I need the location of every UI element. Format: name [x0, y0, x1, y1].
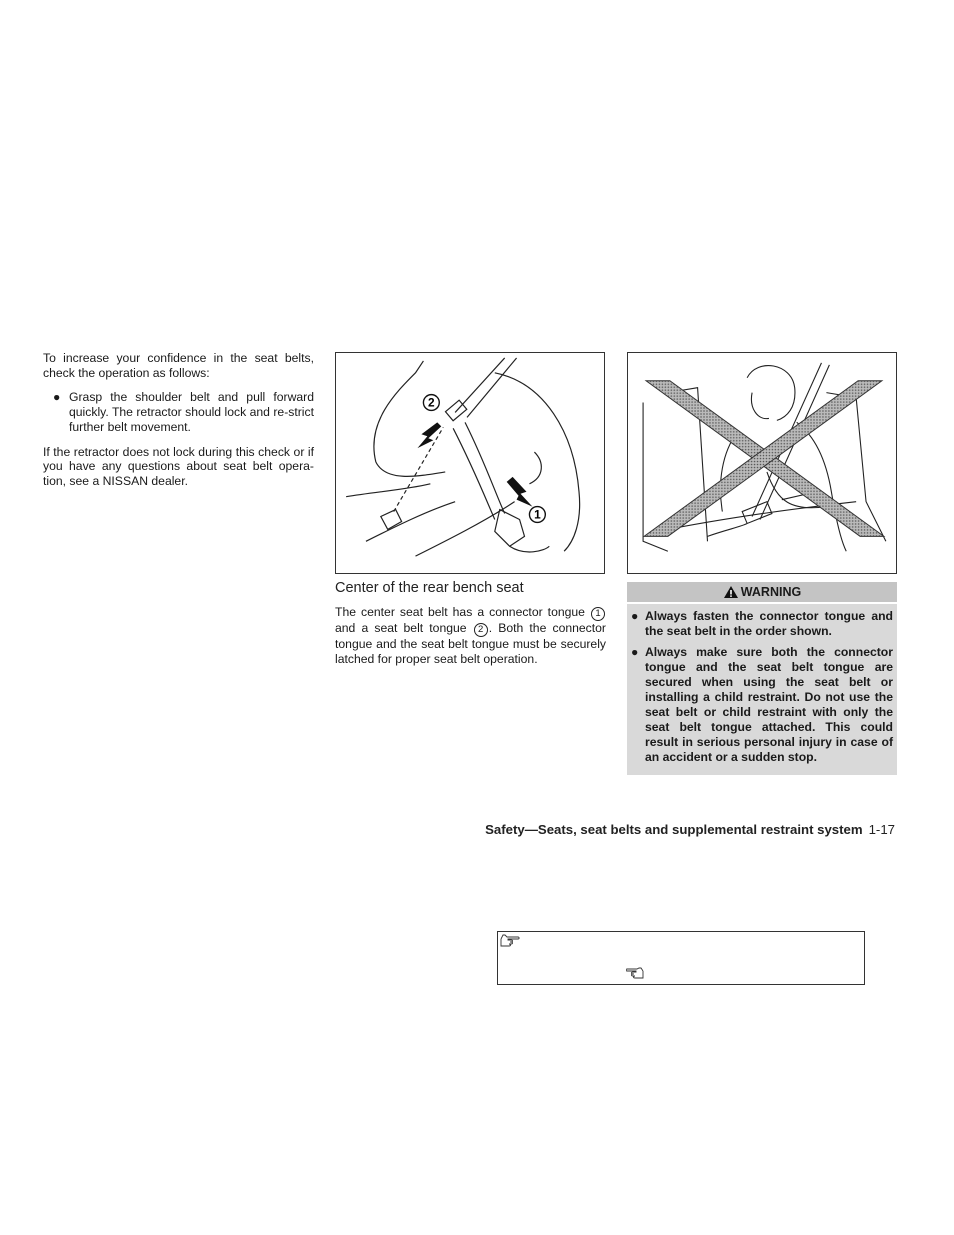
warning-title: WARNING: [740, 585, 802, 599]
page-number: 1-17: [868, 822, 895, 837]
callout-1: 1: [534, 507, 541, 522]
intro-paragraph: To increase your confidence in the seat belts, check the operation as follows:: [43, 351, 314, 380]
warning-box: [627, 582, 897, 775]
list-item: [627, 609, 897, 639]
bullet-dot: ●: [631, 609, 639, 623]
bullet-text: Grasp the shoulder belt and pull forward quickly. The retractor should lock and re-strict further belt movement.: [69, 390, 314, 434]
circled-number-2: 2: [474, 623, 488, 637]
section-paragraph: [335, 605, 606, 666]
page-footer: [485, 822, 895, 837]
circled-number-1: 1: [591, 607, 605, 621]
belt-tongues-illustration: [336, 353, 604, 573]
middle-column: [335, 605, 606, 666]
list-item: [627, 645, 897, 769]
left-column: [43, 351, 314, 489]
bullet-dot: ●: [631, 645, 639, 659]
section-text-b: and a seat belt tongue: [335, 621, 467, 635]
section-text-a: The center seat belt has a connector tongue: [335, 605, 585, 619]
warning-text: Always make sure both the connector tongue and the seat belt tongue are secured when using the seat belt or installing a child restraint. Do not use the seat belt or child restraint with only the seat belt tongue attached. This could result in serious personal injury in case of an accident or a sudden stop.: [645, 645, 893, 764]
figure-belt-tongues: [335, 352, 605, 574]
callout-2: 2: [428, 395, 435, 410]
footer-title: Safety—Seats, seat belts and supplemental restraint system: [485, 822, 863, 837]
section-heading: Center of the rear bench seat: [335, 580, 524, 596]
bullet-dot: ●: [53, 390, 61, 405]
section-text-c: . Both the connector tongue and the seat belt tongue must be securely latched for proper seat belt operation.: [335, 621, 606, 666]
followup-paragraph: If the retractor does not lock during this check or if you have any questions about seat belt opera-tion, see a NISSAN dealer.: [43, 444, 314, 488]
pointing-hand-icon: [626, 967, 644, 979]
warning-text: Always fasten the connector tongue and the seat belt in the order shown.: [645, 609, 893, 638]
incorrect-usage-illustration: [628, 353, 896, 573]
warning-header: [627, 582, 897, 604]
reference-box: [497, 931, 865, 985]
warning-triangle-icon: [723, 585, 739, 599]
figure-incorrect-usage: [627, 352, 897, 574]
pointing-hand-icon: [500, 934, 520, 948]
list-item: [43, 390, 314, 434]
